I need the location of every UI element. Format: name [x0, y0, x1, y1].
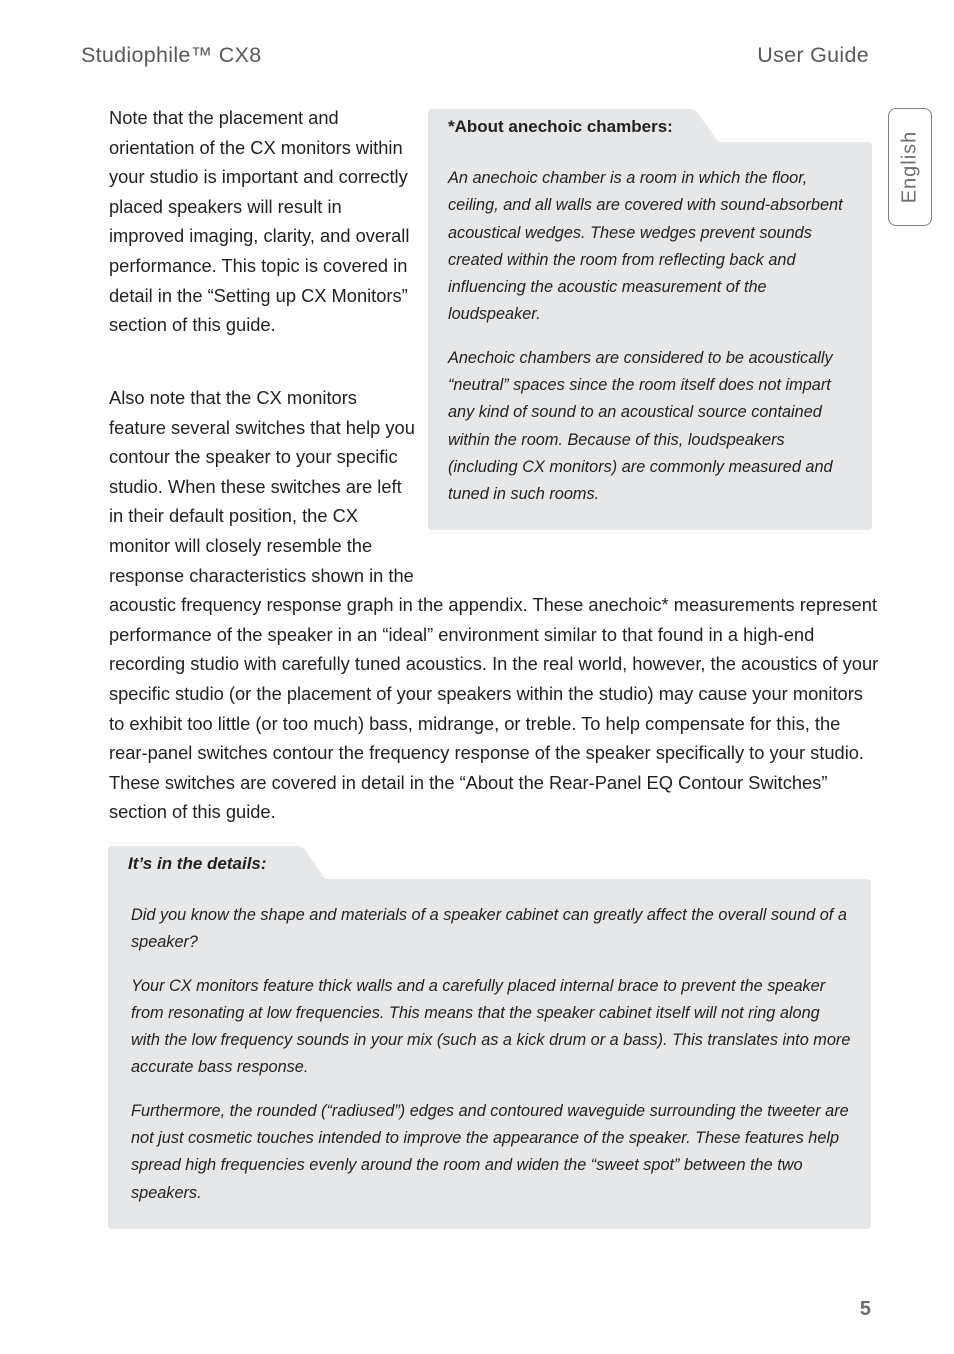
language-tab: [888, 108, 932, 226]
body-paragraph-switches-text: Also note that the CX monitors feature several switches that help you contour the speaker to your specific studio. When these switches are left in their default position, the CX monitor will closely resemble the response characteristics shown in the acoustic frequency response graph in the appendix. These anechoic* measurements represent performance of the speaker in an “ideal” environment similar to that found in a high-end recording studio with carefully tuned acoustics. In the real world, however, the acoustics of your specific studio (or the placement of your speakers within the studio) may cause your monitors to exhibit too little (or too much) bass, midrange, or treble. To help compensate for this, the rear-panel switches contour the frequency response of the speaker specifically to your studio. These switches are covered in detail in the “About the Rear-Panel EQ Contour Switches” section of this guide.: [109, 387, 879, 823]
details-sidebar-paragraph: Did you know the shape and materials of a speaker cabinet can greatly affect the overall sound of a speaker?: [131, 906, 847, 952]
anechoic-sidebar-paragraph: An anechoic chamber is a room in which the floor, ceiling, and all walls are covered with sound-absorbent acoustical wedges. These wedges prevent sounds created within the room from reflecting back and influencing the acoustic measurement of the loudspeaker.: [448, 169, 843, 324]
page-number: 5: [859, 1298, 871, 1320]
text-wrap-spacer: [418, 383, 881, 561]
details-sidebar-paragraph: Furthermore, the rounded (“radiused”) edges and contoured waveguide surrounding the tweeter are not just cosmetic touches intended to improve the appearance of the speaker. These features help spread high frequencies evenly around the room and widen the “sweet spot” between the two speakers.: [131, 1101, 849, 1202]
details-sidebar-tab: [108, 846, 302, 880]
body-paragraph-switches: [109, 383, 881, 827]
anechoic-sidebar-paragraph: Anechoic chambers are considered to be acoustically “neutral” spaces since the room itself does not impart any kind of sound to an acoustical source contained within the room. Because of this, loudspeakers (including CX monitors) are commonly measured and tuned in such rooms.: [448, 348, 833, 504]
body-paragraph-placement: Note that the placement and orientation of the CX monitors within your studio is important and correctly placed speakers will result in improved imaging, clarity, and overall performance. This topic is covered in detail in the “Setting up CX Monitors” section of this guide.: [109, 107, 410, 336]
details-sidebar-body: [131, 902, 851, 1223]
anechoic-sidebar-tab: [428, 109, 695, 143]
details-sidebar-paragraph: Your CX monitors feature thick walls and a carefully placed internal brace to prevent the speaker from resonating at low frequencies. This means that the speaker cabinet itself will not ring along with the low frequency sounds in your mix (such as a kick drum or a bass). This translates into more accurate bass response.: [131, 976, 851, 1077]
details-sidebar-title: It’s in the details:: [128, 854, 267, 873]
anechoic-sidebar-title: *About anechoic chambers:: [448, 117, 673, 136]
header-guide-title: User Guide: [757, 43, 869, 67]
language-tab-label: English: [898, 130, 921, 204]
details-sidebar: [108, 854, 871, 1229]
header-product-name: Studiophile™ CX8: [81, 43, 262, 67]
